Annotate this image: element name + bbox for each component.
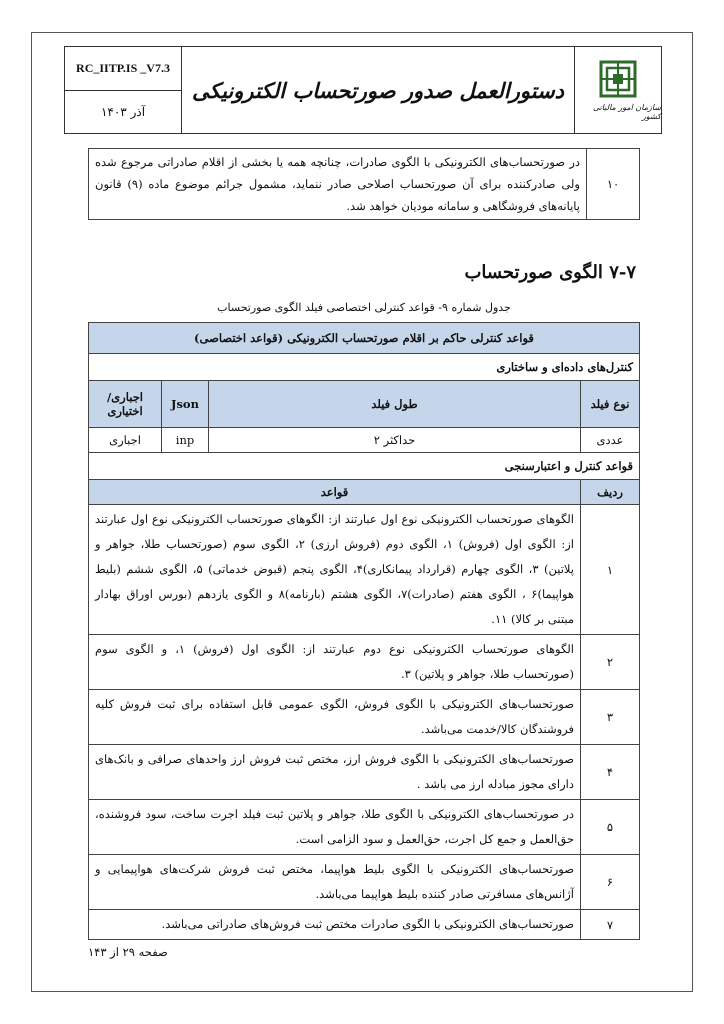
row-number: ۱۰ (587, 149, 640, 220)
col-field-length: طول فیلد (209, 381, 581, 428)
document-header (64, 46, 662, 134)
page-number: صفحه ۲۹ از ۱۴۳ (88, 945, 168, 959)
table-row (89, 910, 640, 940)
row-text: در صورتحساب‌های الکترونیکی با الگوی صادرات، چنانچه همه یا بخشی از اقلام صادراتی مرجوع شده ولی صادرکننده برای آن صورتحساب اصلاحی صادر ننماید، مشمول جرائم موضوع ماده (۹) قانون پایانه‌های فروشگاهی و سامانه مودیان خواهد شد. (89, 149, 587, 220)
continuation-table (88, 148, 640, 220)
document-title: دستورالعمل صدور صورتحساب الکترونیکی (182, 47, 575, 133)
table-row (89, 855, 640, 910)
cell-mandatory: اجباری (89, 428, 162, 453)
rule-text: صورتحساب‌های الکترونیکی با الگوی صادرات مختص ثبت فروش‌های صادراتی می‌باشد. (89, 910, 581, 940)
rule-number: ۱ (581, 505, 640, 635)
rule-text: صورتحساب‌های الکترونیکی با الگوی فروش، الگوی عمومی قابل استفاده برای ثبت فروش کلیه فروشندگان کالا/خدمت می‌باشد. (89, 690, 581, 745)
rule-number: ۲ (581, 635, 640, 690)
table-header-row (89, 381, 640, 428)
table-row (89, 745, 640, 800)
table-row (89, 505, 640, 635)
cell-json: inp (162, 428, 209, 453)
cell-field-length: حداکثر ۲ (209, 428, 581, 453)
document-code: RC_IITP.IS _V7.3 (65, 47, 181, 91)
rule-number: ۶ (581, 855, 640, 910)
rule-number: ۳ (581, 690, 640, 745)
cell-field-type: عددی (581, 428, 640, 453)
data-structure-title: کنترل‌های داده‌ای و ساختاری (89, 354, 640, 381)
table-subtitle-row (89, 453, 640, 480)
rule-text: الگوهای صورتحساب الکترونیکی نوع دوم عبارتند از: الگوی اول (فروش) ۱، و الگوی سوم (صورتحساب طلا، جواهر و پلاتین) ۳. (89, 635, 581, 690)
col-rules: قواعد (89, 480, 581, 505)
rule-text: صورتحساب‌های الکترونیکی با الگوی بلیط هواپیما، مختص ثبت فروش شرکت‌های هواپیمایی و آژانس‌های مسافرتی صادر کننده بلیط هواپیما می‌باشد. (89, 855, 581, 910)
col-field-type: نوع فیلد (581, 381, 640, 428)
rule-text: الگوهای صورتحساب الکترونیکی نوع اول عبارتند از: الگوهای صورتحساب الکترونیکی نوع اول عبارتند از: الگوی اول (فروش) ۱، الگوی دوم (فروش ارزی) ۲، الگوی سوم (صورتحساب طلا، جواهر و پلاتین) ۳، الگوی چهارم (قرارداد پیمانکاری)۴، الگوی پنجم (قبوض خدماتی) ۵، الگوی ششم (بلیط هواپیما)۶ ، الگوی هفتم (صادرات)۷، الگوی هشتم (بارنامه)۸ و الگوی یازدهم (بورس اوراق بهادار مبتنی بر کالا) ۱۱. (89, 505, 581, 635)
table-row (89, 690, 640, 745)
col-json: Json (162, 381, 209, 428)
rule-number: ۵ (581, 800, 640, 855)
rule-text: در صورتحساب‌های الکترونیکی با الگوی طلا، جواهر و پلاتین ثبت فیلد اجرت ساخت، سود فروشنده، حق‌العمل و جمع کل اجرت، حق‌العمل و سود الزامی است. (89, 800, 581, 855)
org-logo (575, 47, 661, 133)
rule-number: ۴ (581, 745, 640, 800)
table-caption: جدول شماره ۹- قواعد کنترلی اختصاصی فیلد الگوی صورتحساب (217, 301, 511, 314)
rule-number: ۷ (581, 910, 640, 940)
header-meta (65, 47, 182, 133)
col-mandatory: اجباری/ اختیاری (89, 381, 162, 428)
table-row (89, 800, 640, 855)
validation-title: قواعد کنترل و اعتبارسنجی (89, 453, 640, 480)
table-subtitle-row (89, 354, 640, 381)
emblem-icon (599, 60, 637, 100)
rules-header-row (89, 480, 640, 505)
table-row (89, 149, 640, 220)
table-row (89, 428, 640, 453)
rules-table (88, 322, 640, 940)
table-band-row (89, 323, 640, 354)
section-title: ۷-۷ الگوی صورتحساب (464, 262, 636, 283)
table-band-title: قواعد کنترلی حاکم بر اقلام صورتحساب الکترونیکی (قواعد اختصاصی) (89, 323, 640, 354)
table-row (89, 635, 640, 690)
document-date: آذر ۱۴۰۳ (100, 105, 146, 119)
rule-text: صورتحساب‌های الکترونیکی با الگوی فروش ارز، مختص ثبت فروش ارز واحدهای صرافی و بانک‌های دارای مجوز مبادله ارز می باشد . (89, 745, 581, 800)
org-name: سازمان امور مالیاتی کشور (592, 102, 661, 121)
col-row: ردیف (581, 480, 640, 505)
